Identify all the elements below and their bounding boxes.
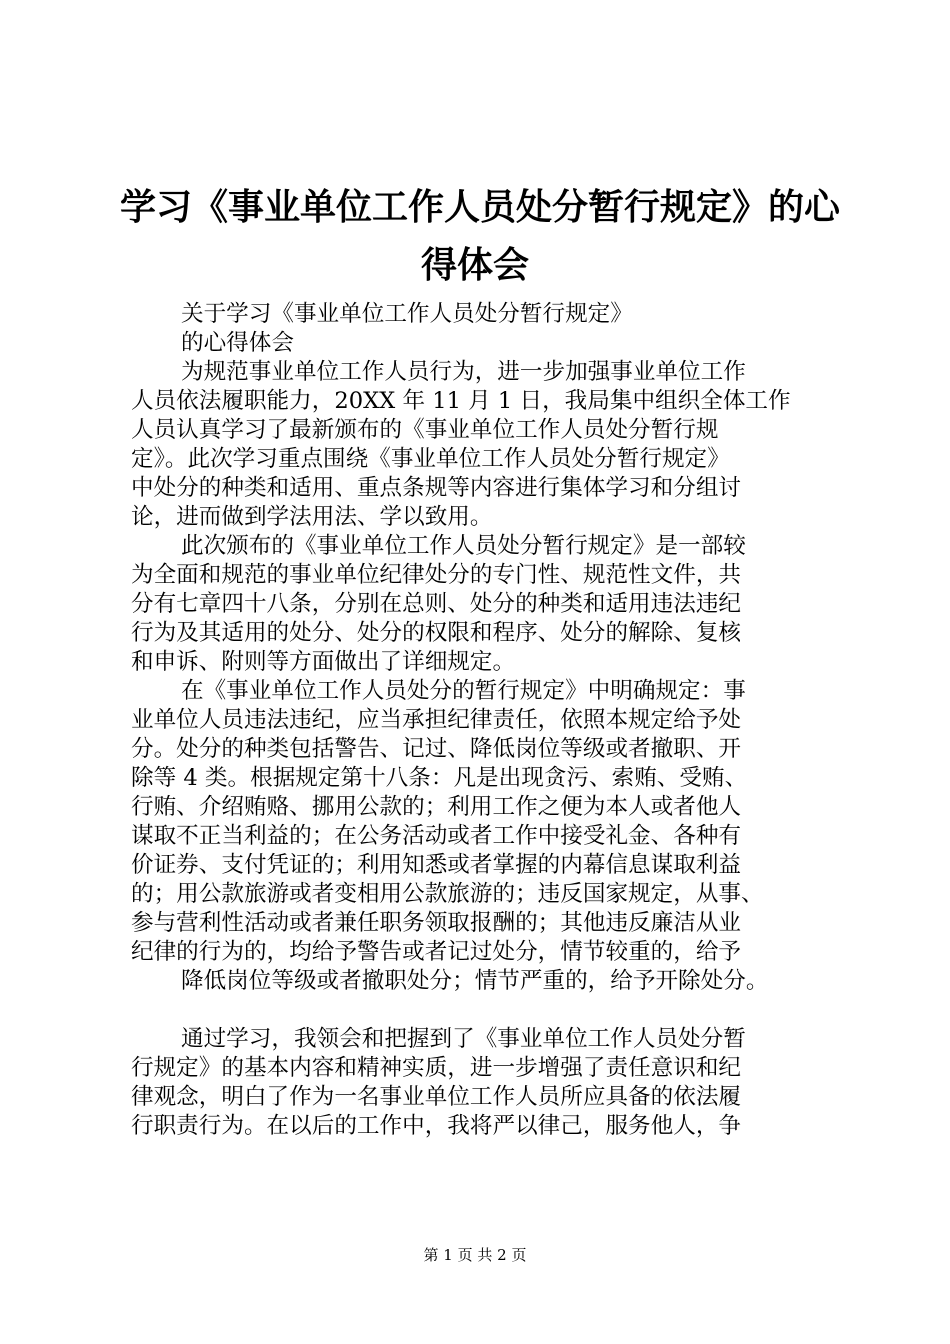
body-line: 通过学习，我领会和把握到了《事业单位工作人员处分暂	[181, 1026, 746, 1052]
body-line: 行职责行为。在以后的工作中，我将严以律己，服务他人，争	[131, 1113, 742, 1139]
body-line: 谋取不正当利益的；在公务活动或者工作中接受礼金、各种有	[131, 823, 742, 849]
body-line: 律观念，明白了作为一名事业单位工作人员所应具备的依法履	[131, 1084, 742, 1110]
body-line: 的心得体会	[181, 330, 294, 356]
body-line: 的；用公款旅游或者变相用公款旅游的；违反国家规定，从事、	[131, 881, 764, 907]
body-line: 人员依法履职能力，20XX 年 11 月 1 日，我局集中组织全体工作	[131, 388, 791, 414]
body-line: 分有七章四十八条，分别在总则、处分的种类和适用违法违纪	[131, 591, 742, 617]
body-line: 和申诉、附则等方面做出了详细规定。	[131, 649, 516, 675]
body-line: 分。处分的种类包括警告、记过、降低岗位等级或者撤职、开	[131, 736, 742, 762]
body-line: 降低岗位等级或者撤职处分；情节严重的，给予开除处分。	[181, 968, 769, 994]
document-title-line-2: 得体会	[420, 245, 529, 286]
body-line: 业单位人员违法违纪，应当承担纪律责任，依照本规定给予处	[131, 707, 742, 733]
document-body	[131, 300, 831, 1141]
page-number-footer: 第 1 页 共 2 页	[423, 1246, 527, 1264]
paragraph-gap	[131, 996, 831, 1025]
body-line: 此次颁布的《事业单位工作人员处分暂行规定》是一部较	[181, 533, 746, 559]
body-line: 中处分的种类和适用、重点条规等内容进行集体学习和分组讨	[131, 475, 742, 501]
body-line: 行为及其适用的处分、处分的权限和程序、处分的解除、复核	[131, 620, 742, 646]
body-line: 行贿、介绍贿赂、挪用公款的；利用工作之便为本人或者他人	[131, 794, 742, 820]
body-line: 论，进而做到学法用法、学以致用。	[131, 504, 493, 530]
body-line: 定》。此次学习重点围绕《事业单位工作人员处分暂行规定》	[131, 446, 730, 472]
body-line: 价证券、支付凭证的；利用知悉或者掌握的内幕信息谋取利益	[131, 852, 742, 878]
body-line: 关于学习《事业单位工作人员处分暂行规定》	[181, 301, 633, 327]
body-line: 为规范事业单位工作人员行为，进一步加强事业单位工作	[181, 359, 746, 385]
body-line: 参与营利性活动或者兼任职务领取报酬的；其他违反廉洁从业	[131, 910, 742, 936]
body-line: 行规定》的基本内容和精神实质，进一步增强了责任意识和纪	[131, 1055, 742, 1081]
body-line: 纪律的行为的，均给予警告或者记过处分，情节较重的，给予	[131, 939, 742, 965]
body-line: 在《事业单位工作人员处分的暂行规定》中明确规定：事	[181, 678, 746, 704]
body-line: 人员认真学习了最新颁布的《事业单位工作人员处分暂行规	[131, 417, 719, 443]
body-line: 为全面和规范的事业单位纪律处分的专门性、规范性文件，共	[131, 562, 742, 588]
body-line: 除等 4 类。根据规定第十八条：凡是出现贪污、索贿、受贿、	[131, 765, 748, 791]
document-title-line-1: 学习《事业单位工作人员处分暂行规定》的心	[120, 187, 841, 228]
